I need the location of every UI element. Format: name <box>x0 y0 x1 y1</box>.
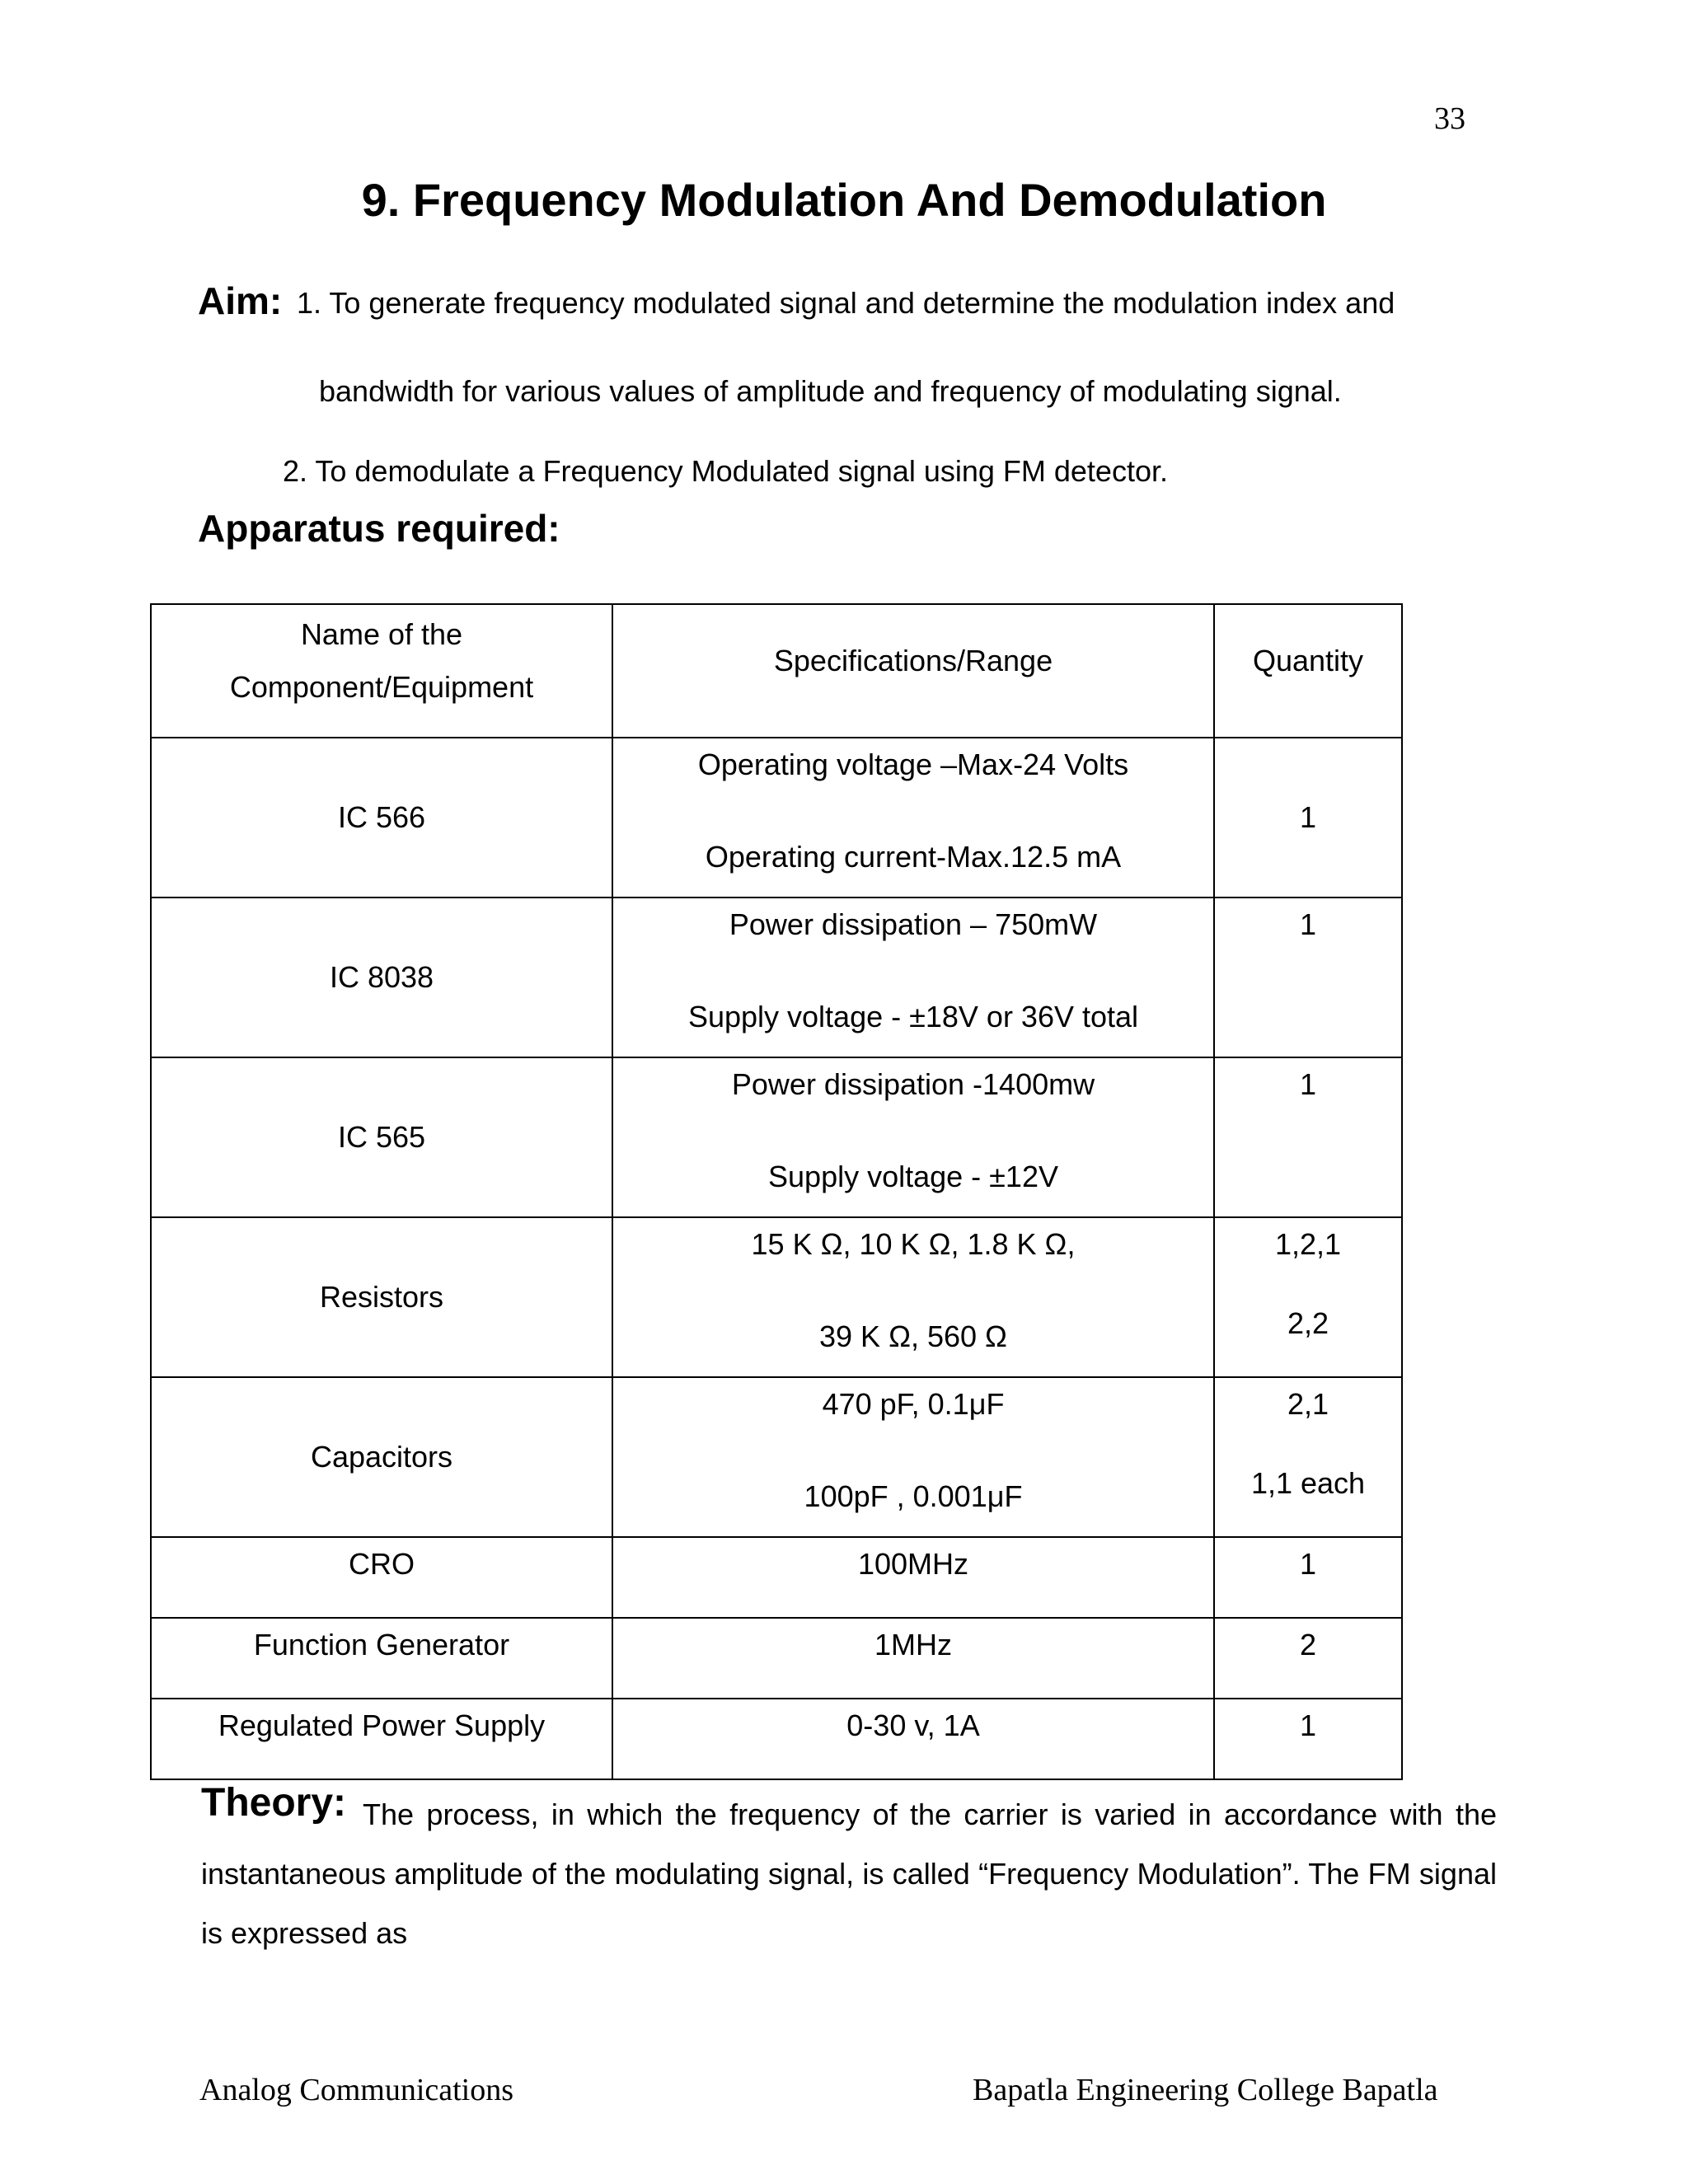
quantity-value: 2,1 <box>1287 1387 1329 1421</box>
aim-item-1-line-1: 1. To generate frequency modulated signal and determine the modulation index and <box>297 286 1395 320</box>
footer-college: Bapatla Engineering College Bapatla <box>973 2073 1438 2107</box>
component-name-cell <box>151 1618 612 1699</box>
table-row <box>151 1618 1402 1699</box>
header-name-line-2: Component/Equipment <box>229 670 534 704</box>
quantity-cell <box>1214 1377 1402 1537</box>
header-spec: Specifications/Range <box>773 644 1053 677</box>
component-name-cell <box>151 738 612 898</box>
specification-cell <box>612 1537 1214 1618</box>
apparatus-heading: Apparatus required: <box>198 507 560 550</box>
table-header-row <box>151 604 1402 738</box>
specification-line: Operating current-Max.12.5 mA <box>705 840 1122 874</box>
table-row <box>151 738 1402 898</box>
header-name-line-1: Name of the <box>300 617 463 651</box>
specification-line: 100pF , 0.001μF <box>804 1479 1023 1513</box>
component-name: CRO <box>349 1547 415 1581</box>
quantity-value: 2,2 <box>1287 1306 1329 1340</box>
component-name: Capacitors <box>310 1440 453 1474</box>
header-qty-cell <box>1214 604 1402 738</box>
specification-line: Supply voltage - ±12V <box>768 1160 1058 1193</box>
component-name-cell <box>151 1377 612 1537</box>
component-name: IC 8038 <box>329 960 434 994</box>
quantity-value: 1,1 each <box>1250 1466 1366 1500</box>
specification-line: 15 K Ω, 10 K Ω, 1.8 K Ω, <box>751 1227 1076 1261</box>
quantity-cell <box>1214 1618 1402 1699</box>
quantity-value: 1 <box>1299 1708 1317 1742</box>
table-row <box>151 1057 1402 1217</box>
table-row <box>151 898 1402 1057</box>
quantity-value: 1 <box>1299 907 1317 941</box>
apparatus-table <box>150 603 1403 1780</box>
quantity-cell <box>1214 1217 1402 1377</box>
table-row <box>151 1699 1402 1779</box>
specification-cell <box>612 738 1214 898</box>
header-spec-cell <box>612 604 1214 738</box>
aim-item-1-line-2: bandwidth for various values of amplitude and frequency of modulating signal. <box>319 374 1342 408</box>
quantity-cell <box>1214 1057 1402 1217</box>
table-row <box>151 1537 1402 1618</box>
component-name-cell <box>151 898 612 1057</box>
page-title: 9. Frequency Modulation And Demodulation <box>361 174 1327 226</box>
component-name: Resistors <box>319 1280 444 1314</box>
aim-label: Aim: <box>198 279 283 322</box>
component-name-cell <box>151 1057 612 1217</box>
quantity-value: 1 <box>1299 1067 1317 1101</box>
specification-cell <box>612 1217 1214 1377</box>
header-qty: Quantity <box>1252 644 1364 677</box>
page-number: 33 <box>1434 101 1465 136</box>
specification-line: 470 pF, 0.1μF <box>822 1387 1005 1421</box>
component-name-cell <box>151 1699 612 1779</box>
component-name-cell <box>151 1537 612 1618</box>
quantity-value: 2 <box>1299 1628 1317 1661</box>
theory-label: Theory: <box>201 1781 347 1825</box>
table-row <box>151 1377 1402 1537</box>
quantity-cell <box>1214 1537 1402 1618</box>
quantity-cell <box>1214 898 1402 1057</box>
specification-line: 100MHz <box>857 1547 969 1581</box>
specification-line: Supply voltage - ±18V or 36V total <box>687 1000 1139 1033</box>
specification-cell <box>612 1057 1214 1217</box>
specification-line: 39 K Ω, 560 Ω <box>819 1319 1007 1353</box>
specification-line: Power dissipation -1400mw <box>731 1067 1095 1101</box>
component-name: Regulated Power Supply <box>218 1708 546 1742</box>
quantity-value: 1 <box>1299 1547 1317 1581</box>
specification-line: Power dissipation – 750mW <box>729 907 1098 941</box>
table-row <box>151 1217 1402 1377</box>
quantity-value: 1 <box>1299 800 1317 834</box>
component-name: IC 566 <box>337 800 426 834</box>
specification-line: 0-30 v, 1A <box>846 1708 980 1742</box>
specification-cell <box>612 1377 1214 1537</box>
footer-course: Analog Communications <box>199 2073 514 2107</box>
component-name: IC 565 <box>337 1120 426 1154</box>
header-name-cell <box>151 604 612 738</box>
specification-cell <box>612 898 1214 1057</box>
specification-line: 1MHz <box>874 1628 952 1661</box>
specification-line: Operating voltage –Max-24 Volts <box>697 748 1129 781</box>
theory-text: The process, in which the frequency of the carrier is varied in accordance with the instantaneous amplitude of the modulating signal, is called “Frequency Modulation”. The FM signal is expressed as <box>201 1797 1497 1950</box>
specification-cell <box>612 1699 1214 1779</box>
quantity-cell <box>1214 738 1402 898</box>
component-name: Function Generator <box>253 1628 510 1661</box>
aim-item-2: 2. To demodulate a Frequency Modulated signal using FM detector. <box>283 454 1168 488</box>
quantity-value: 1,2,1 <box>1274 1227 1342 1261</box>
component-name-cell <box>151 1217 612 1377</box>
specification-cell <box>612 1618 1214 1699</box>
quantity-cell <box>1214 1699 1402 1779</box>
